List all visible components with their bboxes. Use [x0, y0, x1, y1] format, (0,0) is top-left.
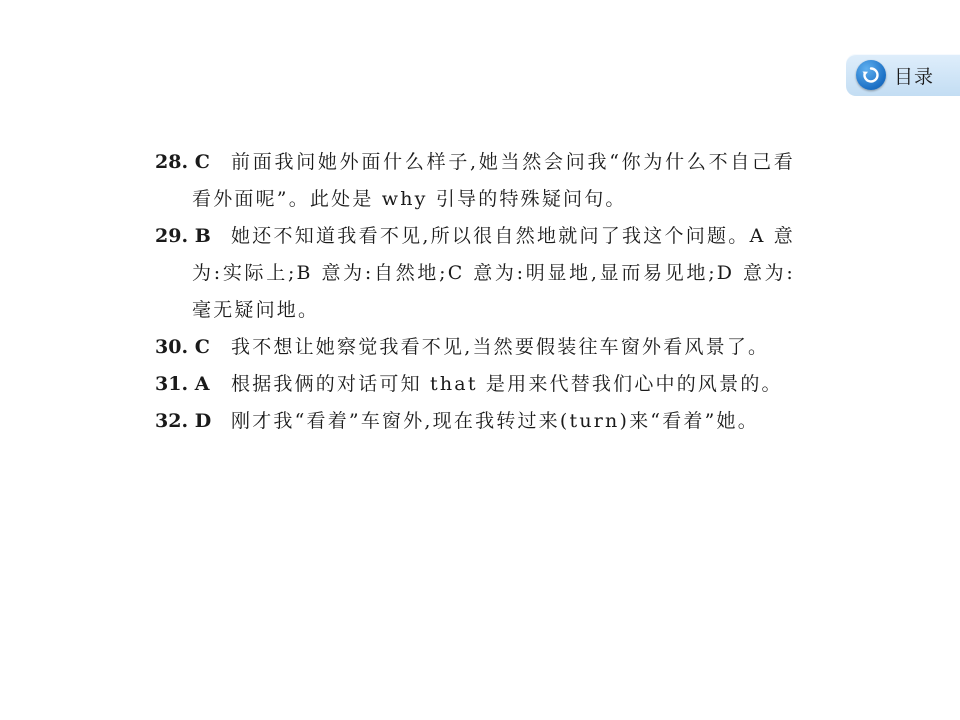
answer-head	[155, 144, 231, 181]
answer-letter: C	[194, 151, 210, 173]
question-number: 29.	[155, 225, 189, 247]
question-number: 32.	[155, 410, 189, 432]
toc-label: 目录	[894, 65, 935, 88]
toc-button[interactable]	[846, 54, 960, 96]
answer-explanation: 根据我俩的对话可知 that 是用来代替我们心中的风景的。	[231, 373, 783, 395]
answer-list	[155, 144, 795, 440]
answer-explanation: 我不想让她察觉我看不见,当然要假装往车窗外看风景了。	[231, 336, 770, 358]
answer-head	[155, 403, 231, 440]
question-number: 30.	[155, 336, 189, 358]
question-number: 31.	[155, 373, 189, 395]
answer-item	[155, 144, 795, 218]
answer-item	[155, 218, 795, 329]
answer-letter: B	[194, 225, 211, 247]
answer-explanation: 她还不知道我看不见,所以很自然地就问了我这个问题。A 意为:实际上;B 意为:自然地;C 意为:明显地,显而易见地;D 意为:毫无疑问地。	[192, 225, 795, 321]
answer-explanation: 前面我问她外面什么样子,她当然会问我“你为什么不自己看看外面呢”。此处是 why 引导的特殊疑问句。	[192, 151, 795, 210]
answer-letter: A	[194, 373, 210, 395]
answer-head	[155, 329, 231, 366]
question-number: 28.	[155, 151, 189, 173]
answer-letter: C	[194, 336, 210, 358]
answer-item	[155, 403, 795, 440]
answer-item	[155, 366, 795, 403]
refresh-circle-icon	[856, 60, 886, 90]
answer-letter: D	[194, 410, 212, 432]
answer-item	[155, 329, 795, 366]
answer-explanation: 刚才我“看着”车窗外,现在我转过来(turn)来“看着”她。	[231, 410, 759, 432]
answer-head	[155, 366, 231, 403]
answer-head	[155, 218, 231, 255]
